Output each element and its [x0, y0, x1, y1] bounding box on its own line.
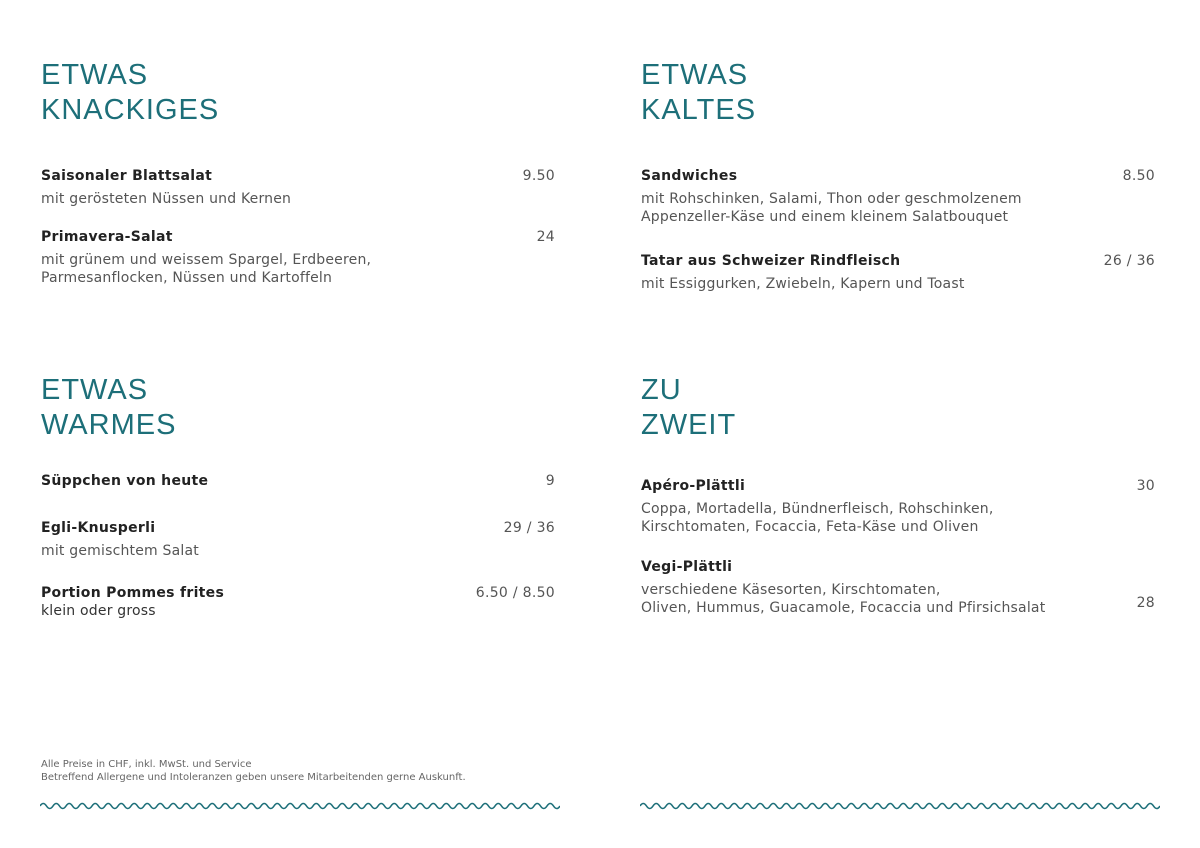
menu-item — [641, 558, 1155, 617]
item-description — [41, 190, 555, 208]
item-description — [641, 190, 1155, 226]
item-name: Portion Pommes frites — [41, 585, 225, 601]
footer-note — [41, 758, 466, 784]
item-description — [41, 542, 555, 560]
heading-line: ZWEIT — [641, 409, 737, 441]
heading-line: WARMES — [41, 409, 177, 441]
menu-item — [641, 252, 1155, 293]
heading-line: ETWAS — [41, 59, 149, 91]
item-description — [641, 275, 1155, 293]
item-description — [641, 581, 1155, 617]
wave-divider-right — [640, 799, 1160, 813]
description-line: mit gemischtem Salat — [41, 543, 199, 559]
section-heading — [641, 58, 1155, 128]
section-etwas-knackiges — [41, 58, 555, 307]
menu-item — [41, 472, 555, 490]
item-price: 9.50 — [522, 168, 555, 184]
section-heading — [641, 373, 1155, 443]
item-name: Tatar aus Schweizer Rindfleisch — [641, 253, 901, 269]
description-line: mit grünem und weissem Spargel, Erdbeeren, — [41, 252, 372, 268]
item-description — [41, 602, 555, 620]
item-name: Sandwiches — [641, 168, 738, 184]
section-heading — [41, 373, 555, 443]
item-price: 29 / 36 — [503, 520, 555, 536]
footer-line: Betreffend Allergene und Intoleranzen geben unsere Mitarbeitenden gerne Auskunft. — [41, 772, 466, 783]
heading-line: KNACKIGES — [41, 94, 220, 126]
section-heading — [41, 58, 555, 128]
section-etwas-warmes — [41, 373, 555, 640]
description-line: Coppa, Mortadella, Bündnerfleisch, Rohschinken, — [641, 501, 994, 517]
item-name: Apéro-Plättli — [641, 478, 746, 494]
description-line: mit gerösteten Nüssen und Kernen — [41, 191, 292, 207]
description-line: Parmesanflocken, Nüssen und Kartoffeln — [41, 270, 333, 286]
description-line: Appenzeller-Käse und einem kleinem Salatbouquet — [641, 209, 1009, 225]
heading-line: ETWAS — [41, 374, 149, 406]
item-description — [641, 500, 1155, 536]
item-price: 30 — [1136, 478, 1155, 494]
item-price: 6.50 / 8.50 — [475, 585, 555, 601]
menu-item — [41, 228, 555, 287]
menu-item — [641, 167, 1155, 226]
heading-line: KALTES — [641, 94, 757, 126]
menu-item — [641, 477, 1155, 536]
menu-item — [41, 167, 555, 208]
item-name: Süppchen von heute — [41, 473, 209, 489]
item-price: 26 / 36 — [1103, 253, 1155, 269]
description-line: Kirschtomaten, Focaccia, Feta-Käse und Oliven — [641, 519, 979, 535]
description-line: klein oder gross — [41, 603, 156, 619]
menu-item — [41, 519, 555, 560]
item-name: Saisonaler Blattsalat — [41, 168, 213, 184]
section-etwas-kaltes — [641, 58, 1155, 313]
description-line: mit Rohschinken, Salami, Thon oder geschmolzenem — [641, 191, 1022, 207]
item-description — [41, 251, 555, 287]
description-line: mit Essiggurken, Zwiebeln, Kapern und Toast — [641, 276, 965, 292]
item-name: Egli-Knusperli — [41, 520, 156, 536]
item-name: Primavera-Salat — [41, 229, 173, 245]
item-price: 28 — [1136, 595, 1155, 611]
heading-line: ZU — [641, 374, 682, 406]
item-price: 8.50 — [1122, 168, 1155, 184]
footer-line: Alle Preise in CHF, inkl. MwSt. und Service — [41, 759, 252, 770]
wave-divider-left — [40, 799, 560, 813]
description-line: verschiedene Käsesorten, Kirschtomaten, — [641, 582, 941, 598]
item-price: 9 — [545, 473, 555, 489]
heading-line: ETWAS — [641, 59, 749, 91]
menu-item — [41, 584, 555, 620]
item-price: 24 — [536, 229, 555, 245]
section-zu-zweit — [641, 373, 1155, 637]
description-line: Oliven, Hummus, Guacamole, Focaccia und Pfirsichsalat — [641, 600, 1046, 616]
item-name: Vegi-Plättli — [641, 559, 733, 575]
